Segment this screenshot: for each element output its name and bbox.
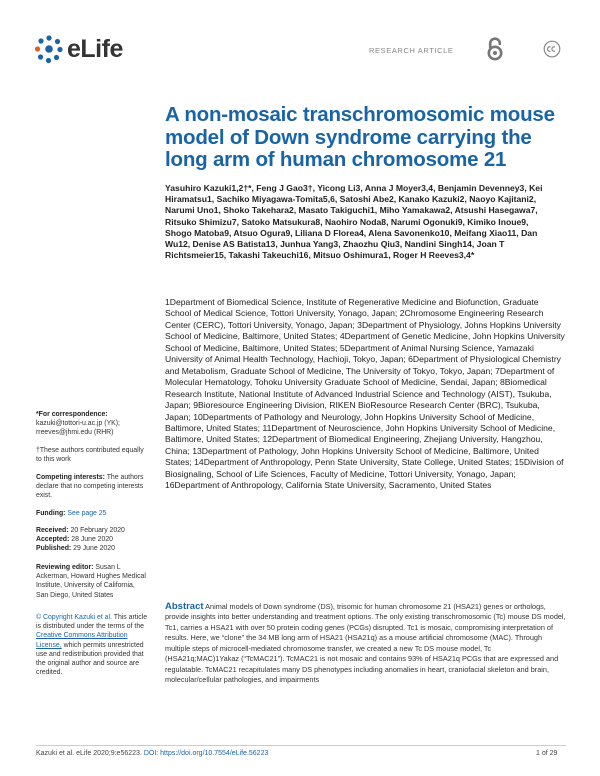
- creative-commons-license-link[interactable]: Creative Commons Attribution License,: [36, 632, 128, 649]
- correspondence-label: *For correspondence:: [36, 411, 108, 418]
- funding-block: [36, 509, 148, 518]
- abstract-heading: Abstract: [165, 601, 204, 612]
- equal-contribution-note: †These authors contributed equally to this work: [36, 447, 144, 464]
- footer-doi-link[interactable]: https://doi.org/10.7554/eLife.56223: [160, 750, 269, 757]
- abstract: [165, 602, 567, 686]
- elife-logo[interactable]: [34, 34, 123, 64]
- reviewing-editor-label: Reviewing editor:: [36, 564, 94, 571]
- correspondence-block: [36, 410, 148, 438]
- elife-logo-mark-icon: [34, 34, 64, 64]
- affiliation-list: 1Department of Biomedical Science, Institute of Regenerative Medicine and Biofunction, Graduate School of Medical Science, Tottori University, Yonago, Japan; 2Chromosome Engineering Research Center (CERC), Tottori University, Yonago, Japan; 3Department of Physiology, Johns Hopkins University School of Medicine, Baltimore, United States; 4Department of Genetic Medicine, John Hopkins University School of Medicine, Baltimore, United States; 5Department of Animal Nursing Science, Yamazaki University of Animal Health Technology, Hachioji, Tokyo, Japan; 6Department of Physiological Chemistry and Metabolism, Graduate School of Medicine, The University of Tokyo, Tokyo, Japan; 7Department of Molecular Hematology, Tohoku University Graduate School of Medicine, Sendai, Japan; 8Biomedical Research Institute, National Institute of Advanced Industrial Science and Technology (AIST), Tsukuba, Japan; 9Bioresource Engineering Division, RIKEN BioResource Research Center (BRC), Tsukuba, Japan; 10Departments of Pathology and Neurology, John Hopkins University School of Medicine, Baltimore, United States; 11Department of Neuroscience, John Hopkins University School of Medicine, Baltimore, United States; 12Department of Biomedical Engineering, Zhejiang University, Hangzhou, China; 13Department of Pathology, John Hopkins University School of Medicine, Baltimore, United States; 14Department of Anthropology, Penn State University, State College, United States; 15Division of Biosignaling, School of Life Sciences, Faculty of Medicine, Tottori University, Yonago, Japan; 16Department of Anthropology, California State University, Sacramento, United States: [165, 297, 565, 491]
- correspondence-emails[interactable]: kazuki@tottori-u.ac.jp (YK); rreeves@jhmi.edu (RHR): [36, 420, 120, 437]
- accepted-date: 28 June 2020: [71, 536, 114, 544]
- creative-commons-icon[interactable]: [543, 40, 561, 58]
- abstract-text: Animal models of Down syndrome (DS), trisomic for human chromosome 21 (HSA21) genes or orthologs, provide insights into better understanding and treatment options. The only existing transchromosomic (Tc) mouse DS model, Tc1, carries a HSA21 with over 50 protein coding genes (PCGs) disrupted. Tc1 is mosaic, compromising interpretation of results. Here, we “clone” the 34 MB long arm of HSA21 (HSA21q) as a mouse artificial chromosome (MAC). Through multiple steps of microcell-mediated chromosome transfer, we created a new Tc DS mouse model, Tc (HSA21q;MAC)1Yakaz (“TcMAC21”). TcMAC21 is not mosaic and contains 93% of HSA21q PCGs that are expressed and regulatable. TcMAC21 recapitulates many DS phenotypes including anomalies in heart, craniofacial skeleton and brain, molecular/cellular pathologies, and impairments: [165, 602, 566, 685]
- reviewing-editor-block: [36, 563, 148, 600]
- author-list: Yasuhiro Kazuki1,2†*, Feng J Gao3†, Yicong Li3, Anna J Moyer3,4, Benjamin Devenney3, Kei Hiramatsu1, Sachiko Miyagawa-Tomita5,6, Satoshi Abe2, Kanako Kazuki2, Naoyo Kajitani2, Narumi Uno1, Shoko Takehara2, Masato Takiguchi1, Miho Yamakawa2, Atsushi Hasegawa7, Ritsuko Shimizu7, Satoko Matsukura8, Naohiro Noda8, Narumi Ogonuki9, Kimiko Inoue9, Shogo Matoba9, Atsuo Ogura9, Liliana D Florea4, Alena Savonenko10, Meifang Xiao11, Dan Wu12, Denise AS Batista13, Junhua Yang3, Zhaozhu Qiu3, Nandini Singh14, Joan T Richtsmeier15, Takashi Takeuchi16, Mitsuo Oshimura1, Roger H Reeves3,4*: [165, 183, 543, 261]
- published-date: 29 June 2020: [73, 545, 115, 553]
- funding-link[interactable]: See page 25: [67, 510, 107, 517]
- footer-citation-line: [36, 750, 268, 757]
- competing-interests-text: The authors declare that no competing interests exist.: [36, 474, 144, 500]
- footer-doi-label: DOI:: [143, 750, 159, 757]
- received-date: 20 February 2020: [70, 527, 125, 534]
- copyright-link[interactable]: © Copyright Kazuki et al.: [36, 614, 112, 621]
- competing-interests-label: Competing interests:: [36, 474, 105, 481]
- page-number: 1 of 29: [536, 750, 558, 757]
- open-access-icon[interactable]: [484, 36, 506, 62]
- received-label: Received:: [36, 527, 69, 534]
- article-title: A non-mosaic transchromosomic mouse model of Down syndrome carrying the long arm of human chromosome 21: [165, 103, 555, 171]
- reviewing-editor-text: Susan L Ackerman, Howard Hughes Medical Institute, University of California, San Diego, United States: [36, 564, 146, 599]
- footer-divider: [36, 745, 566, 746]
- logo-wordmark: eLife: [67, 34, 123, 63]
- copyright-block: [36, 613, 148, 677]
- accepted-label: Accepted:: [36, 536, 70, 544]
- competing-interests-block: [36, 473, 148, 501]
- copyright-text-2: which permits unrestricted use and redistribution provided that the original author and source are credited.: [36, 641, 144, 677]
- published-label: Published:: [36, 545, 72, 553]
- funding-label: Funding:: [36, 510, 66, 517]
- dates-block: [36, 526, 148, 554]
- copyright-text-1: This article is distributed under the terms of the: [36, 614, 148, 631]
- footer-citation: Kazuki et al. eLife 2020;9:e56223.: [36, 750, 142, 757]
- article-type-label: RESEARCH ARTICLE: [369, 46, 454, 55]
